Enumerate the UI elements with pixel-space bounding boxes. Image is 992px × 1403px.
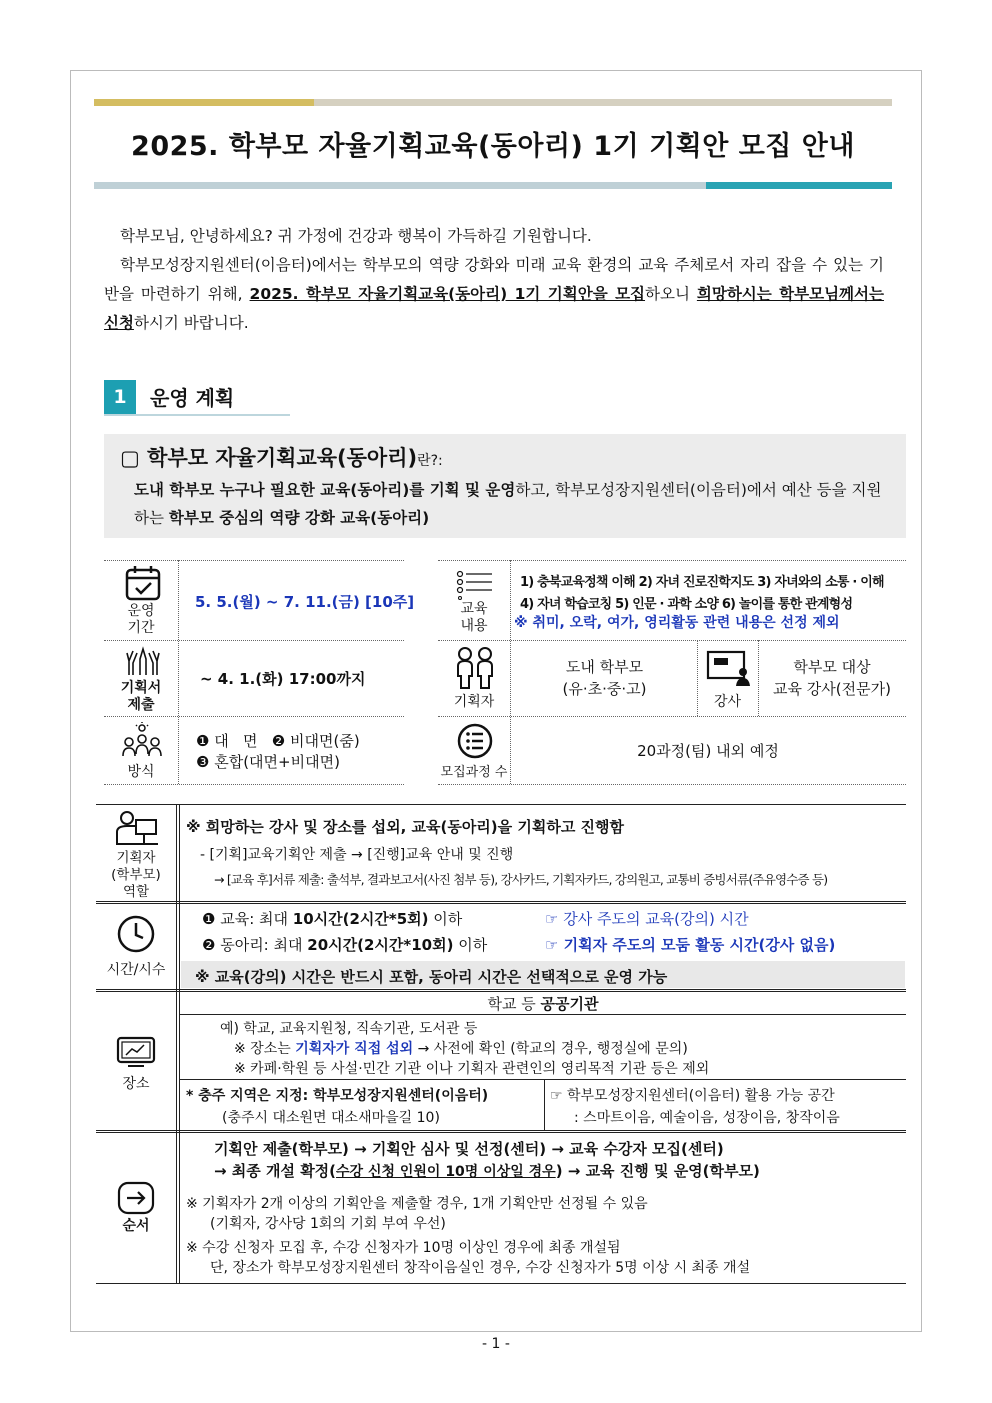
place-head-bold: 공공기관 — [540, 995, 599, 1013]
grid-line — [104, 640, 404, 641]
planner-label: 기획자 — [453, 694, 495, 710]
place-line-2-suffix: → 사전에 확인 (학교의 경우, 행정실에 문의) — [413, 1041, 688, 1057]
place-line-1: 예) 학교, 교육지원청, 직속기관, 도서관 등 — [220, 1021, 478, 1037]
raised-hands-icon — [124, 645, 162, 677]
group-lightbulb-icon — [121, 722, 163, 758]
content-line-2: 4) 자녀 학습코칭 5) 인문 · 과학 소양 6) 놀이를 통한 관계형성 — [520, 597, 853, 612]
table-line — [180, 1014, 906, 1015]
order-flow-2-underline: 수강 신청 인원이 10명 이상일 경우 — [336, 1164, 556, 1180]
grid-line — [104, 560, 404, 561]
grid-line — [438, 640, 906, 641]
page-number: - 1 - — [482, 1336, 510, 1352]
table-line — [179, 804, 180, 1284]
table-line — [96, 901, 906, 904]
order-note-1b: (기획자, 강사당 1회의 기회 부여 우선) — [210, 1216, 446, 1232]
instructor-value: 학부모 대상 교육 강사(전문가) — [773, 658, 891, 698]
section-title: 운영 계획 — [150, 386, 235, 410]
order-flow-2 — [214, 1160, 760, 1181]
clock-icon — [116, 914, 156, 954]
hours-line-1 — [202, 908, 462, 929]
table-line — [96, 989, 906, 992]
hours-line-1-bold: 10시간(2시간*5회) — [292, 910, 429, 928]
place-line-3: ※ 카페·학원 등 사설·민간 기관 이나 기획자 관련인의 영리목적 기관 등은 제외 — [234, 1061, 710, 1077]
instructor-board-icon — [706, 650, 752, 686]
monitor-icon — [116, 1036, 156, 1068]
place-line-2-highlight: 기획자가 직접 섭외 — [295, 1041, 414, 1057]
hours-line-2-text: ❷ 동아리: 최대 — [202, 936, 308, 954]
role-line-1: ※ 희망하는 강사 및 장소를 섭외, 교육(동아리)을 기획하고 진행함 — [186, 818, 625, 836]
intro-underline-apply: 희망하시는 학부모님께서는 신청 — [104, 285, 884, 332]
place-line-2 — [234, 1038, 688, 1058]
intro — [104, 222, 884, 338]
definition-heading-suffix: 란?: — [417, 453, 443, 469]
content-note: ※ 취미, 오락, 여가, 영리활동 관련 내용은 선정 제외 — [514, 615, 840, 631]
intro-body-text: 학부모성장지원센터(이음터)에서는 학부모의 역량 강화와 미래 교육 환경의 교육 주체로서 자리 잡을 수 있는 기반을 마련하기 위해, — [104, 256, 884, 303]
method-line-1: ❶ 대 면 ❷ 비대면(줌) — [196, 732, 360, 750]
definition-box — [104, 434, 906, 538]
role-label: 기획자 (학부모) 역할 — [111, 850, 161, 900]
place-right-2: : 스마트이음, 예술이음, 성장이음, 창작이음 — [574, 1110, 840, 1126]
list-icon — [456, 570, 494, 600]
title-bottom-bar — [94, 182, 892, 189]
intro-body-text2: 하오니 — [645, 285, 690, 303]
laptop-person-icon — [114, 810, 160, 848]
definition-body — [120, 476, 892, 532]
page-title: 2025. 학부모 자율기획교육(동아리) 1기 기획안 모집 안내 — [131, 131, 855, 162]
submit-label: 기획서 제출 — [120, 680, 162, 713]
order-flow-1: 기획안 제출(학부모) → 기획안 심사 및 선정(센터) → 교육 수강자 모집(센터) — [214, 1140, 724, 1158]
definition-bold-1: 도내 학부모 누구나 필요한 교육(동아리)를 기획 및 운영 — [134, 481, 516, 499]
planner-value: 도내 학부모 (유·초·중·고) — [562, 658, 647, 698]
period-label: 운영 기간 — [127, 603, 155, 636]
arrow-right-icon — [117, 1181, 155, 1215]
order-note-1: ※ 기획자가 2개 이상의 기획안을 제출할 경우, 1개 기획안만 선정될 수 있음 — [186, 1196, 648, 1212]
grid-line — [104, 716, 404, 717]
order-note-2: ※ 수강 신청자 모집 후, 수강 신청자가 10명 이상인 경우에 최종 개설됨 — [186, 1240, 621, 1256]
section-number: 1 — [104, 380, 136, 414]
table-line — [96, 804, 906, 805]
title-top-bar — [94, 99, 892, 106]
intro-body — [104, 251, 884, 338]
method-line-2: ❸ 혼합(대면+비대면) — [196, 753, 340, 771]
table-line — [544, 1079, 545, 1130]
hours-line-2-bold: 20시간(2시간*10회) — [307, 936, 454, 954]
calendar-icon — [124, 564, 162, 602]
hours-line-1-text: ❶ 교육: 최대 — [202, 910, 293, 928]
count-value: 20과정(팀) 내외 예정 — [637, 742, 779, 760]
order-label: 순서 — [122, 1218, 150, 1234]
role-line-2: - [기획]교육기획안 제출 → [진행]교육 안내 및 진행 — [200, 847, 514, 863]
method-label: 방식 — [127, 764, 155, 780]
period-value: 5. 5.(월) ~ 7. 11.(금) [10주] — [195, 593, 415, 611]
hours-label: 시간/시수 — [106, 962, 166, 978]
order-flow-2-suffix: ) → 교육 진행 및 운영(학부모) — [555, 1162, 760, 1180]
table-line — [96, 1283, 906, 1284]
people-icon — [455, 646, 495, 690]
place-left-1: * 충주 지역은 지정: 학부모성장지원센터(이음터) — [186, 1088, 489, 1104]
order-note-2b: 단, 장소가 학부모성장지원센터 창작이음실인 경우, 수강 신청자가 5명 이상 시 최종 개설 — [210, 1260, 751, 1276]
hours-note: ※ 교육(강의) 시간은 반드시 포함, 동아리 시간은 선택적으로 운영 가능 — [181, 961, 905, 988]
definition-bold-2: 학부모 중심의 역량 강화 교육(동아리) — [168, 509, 430, 527]
intro-underline-recruit: 2025. 학부모 자율기획교육(동아리) 1기 기획안을 모집 — [249, 285, 646, 303]
grid-line — [438, 716, 906, 717]
hours-line-2-note: ☞ 기획자 주도의 모둠 활동 시간(강사 없음) — [545, 936, 836, 954]
intro-body-text3: 하시기 바랍니다. — [133, 314, 249, 332]
content-line-1: 1) 충북교육정책 이해 2) 자녀 진로진학지도 3) 자녀와의 소통 · 이해 — [520, 575, 884, 590]
role-line-3: → [교육 후]서류 제출: 출석부, 결과보고서(사진 첨부 등), 강사카드, 기획자카드, 강의원고, 교통비 증빙서류(주유영수증 등) — [214, 872, 828, 887]
hours-line-2-suffix: 이하 — [453, 936, 488, 954]
instructor-label: 강사 — [713, 694, 742, 710]
place-left-2: (충주시 대소원면 대소새마을길 10) — [222, 1110, 440, 1126]
count-label: 모집과정 수 — [440, 765, 508, 780]
order-flow-2-text: → 최종 개설 확정( — [214, 1162, 337, 1180]
place-line-2-text: ※ 장소는 — [234, 1041, 296, 1057]
table-line — [180, 1079, 906, 1080]
content-label: 교육 내용 — [460, 601, 488, 634]
grid-line — [438, 560, 906, 561]
place-head-text: 학교 등 — [487, 995, 541, 1013]
definition-text: 하고, 학부모성장지원센터(이음터)에서 예산 등을 지원하는 — [134, 481, 882, 527]
grid-line — [178, 560, 179, 784]
definition-heading-text: ▢ 학부모 자율기획교육(동아리) — [120, 446, 418, 470]
hours-line-2 — [202, 934, 487, 955]
numbered-list-icon — [456, 722, 494, 760]
hours-line-1-note: ☞ 강사 주도의 교육(강의) 시간 — [545, 910, 749, 928]
table-line — [96, 1130, 906, 1133]
place-head — [180, 993, 906, 1014]
section-underline — [104, 414, 290, 416]
intro-greeting: 학부모님, 안녕하세요? 귀 가정에 건강과 행복이 가득하길 기원합니다. — [120, 227, 592, 245]
table-line — [176, 804, 177, 1284]
submit-value: ~ 4. 1.(화) 17:00까지 — [200, 670, 366, 688]
grid-line — [438, 784, 906, 785]
grid-line — [104, 784, 404, 785]
definition-heading — [120, 442, 892, 472]
place-right-1: ☞ 학부모성장지원센터(이음터) 활용 가능 공간 — [550, 1088, 835, 1104]
hours-line-1-suffix: 이하 — [428, 910, 463, 928]
place-label: 장소 — [122, 1076, 150, 1092]
